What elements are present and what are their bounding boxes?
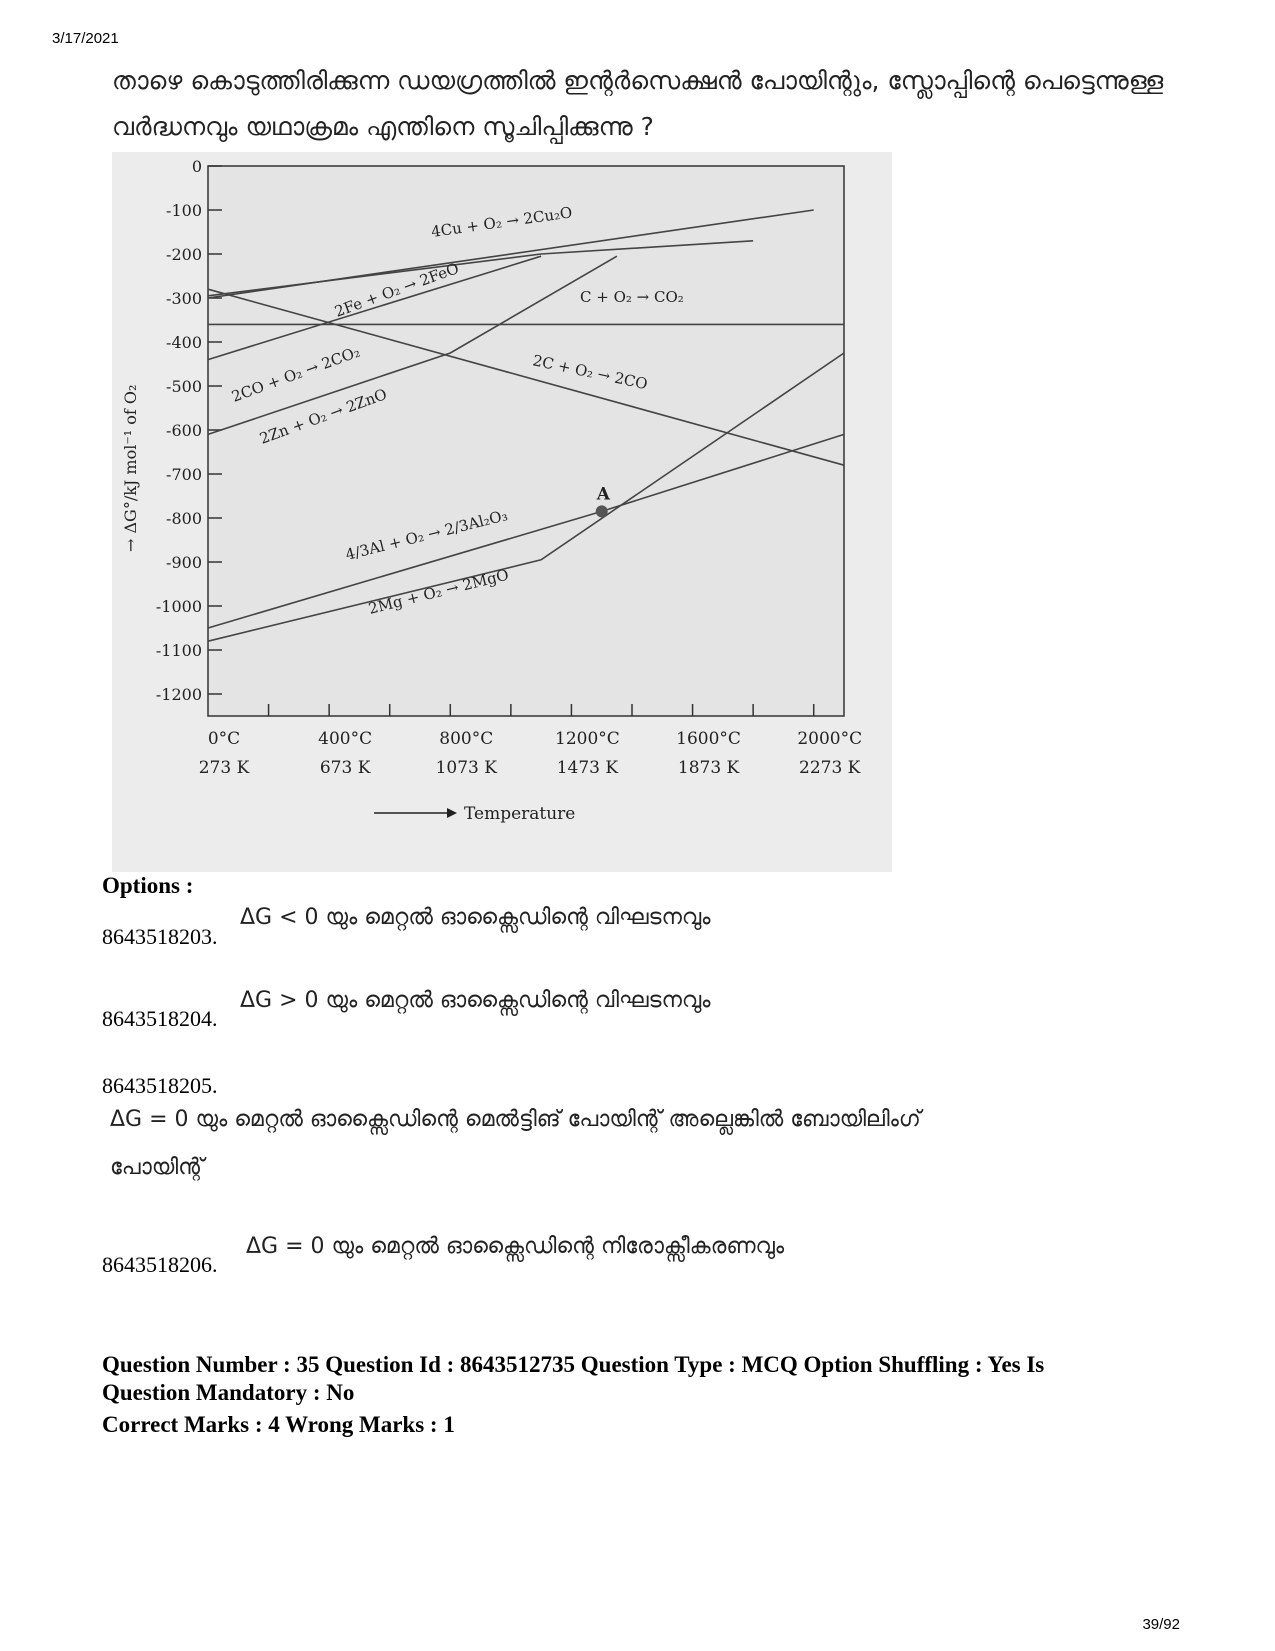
y-tick-label: -500 — [166, 377, 202, 396]
y-tick-label: -1200 — [155, 685, 202, 704]
x-tick-label-celsius: 800°C — [439, 729, 494, 749]
x-axis-label: Temperature — [464, 804, 576, 824]
y-tick-label: -400 — [166, 333, 202, 352]
y-tick-label: -900 — [166, 553, 202, 572]
point-a-marker — [596, 505, 608, 517]
label-al: 4/3Al + O₂ → 2/3Al₂O₃ — [343, 506, 510, 564]
page-number: 39/92 — [1142, 1616, 1180, 1633]
label-zn: 2Zn + O₂ → 2ZnO — [257, 384, 390, 448]
option-1-text: ΔG < 0 യും മെറ്റൽ ഓക്സൈഡിന്റെ വിഘടനവും — [240, 905, 711, 930]
y-tick-label: -300 — [166, 289, 202, 308]
x-tick-label-kelvin: 1073 K — [435, 758, 497, 778]
question-text-line-1: താഴെ കൊടുത്തിരിക്കുന്ന ഡയഗ്രത്തിൽ ഇന്റർസെക്ഷൻ പോയിന്റും, സ്ലോപ്പിന്റെ പെട്ടെന്നുള്ള — [112, 66, 1164, 95]
ellingham-diagram — [112, 152, 892, 872]
label-mg: 2Mg + O₂ → 2MgO — [366, 565, 511, 618]
option-4-id: 8643518206. — [102, 1252, 218, 1277]
x-tick-label-kelvin: 1473 K — [556, 758, 619, 778]
y-tick-label: -200 — [166, 245, 202, 264]
x-arrow-head — [447, 808, 457, 818]
y-tick-label: -1000 — [155, 597, 202, 616]
x-tick-label-kelvin: 1873 K — [677, 758, 740, 778]
y-tick-label: -1100 — [155, 641, 202, 660]
y-tick-label: -600 — [166, 421, 202, 440]
option-3-text: ΔG = 0 യും മെറ്റൽ ഓക്സൈഡിന്റെ മെൽട്ടിങ് പോയിന്റ് അല്ലെങ്കിൽ ബോയിലിംഗ് — [110, 1107, 921, 1132]
x-tick-label-celsius: 1600°C — [676, 729, 741, 749]
option-2-id: 8643518204. — [102, 1006, 218, 1031]
y-tick-label: -700 — [166, 465, 202, 484]
option-4-text: ΔG = 0 യും മെറ്റൽ ഓക്സൈഡിന്റെ നിരോക്സീകരണവും — [246, 1234, 785, 1259]
label-cu: 4Cu + O₂ → 2Cu₂O — [430, 203, 574, 241]
question-marks: Correct Marks : 4 Wrong Marks : 1 — [102, 1412, 455, 1437]
y-tick-label: -100 — [166, 201, 202, 220]
option-3-id: 8643518205. — [102, 1073, 218, 1098]
option-1-id: 8643518203. — [102, 924, 218, 949]
question-meta-line-2: Question Mandatory : No — [102, 1380, 355, 1405]
question-text-line-2: വർദ്ധനവും യഥാക്രമം എന്തിനെ സൂചിപ്പിക്കുന്നു ? — [112, 112, 654, 141]
x-tick-label-kelvin: 273 K — [198, 758, 250, 778]
plot-area — [208, 166, 844, 716]
options-heading: Options : — [102, 873, 194, 898]
chart-svg — [112, 152, 892, 872]
x-tick-label-kelvin: 673 K — [319, 758, 371, 778]
y-tick-label: -800 — [166, 509, 202, 528]
option-2-text: ΔG > 0 യും മെറ്റൽ ഓക്സൈഡിന്റെ വിഘടനവും — [240, 988, 711, 1013]
label-c-co: 2C + O₂ → 2CO — [531, 351, 650, 394]
label-c-co2: C + O₂ → CO₂ — [580, 288, 684, 306]
point-a-label: A — [596, 484, 610, 505]
y-axis-label: → ΔG°/kJ mol⁻¹ of O₂ — [121, 384, 140, 552]
x-tick-label-kelvin: 2273 K — [799, 758, 861, 778]
question-meta-line-1: Question Number : 35 Question Id : 8643512735 Question Type : MCQ Option Shuffling : Yes Is — [102, 1352, 1045, 1377]
label-fe: 2Fe + O₂ → 2FeO — [332, 259, 462, 321]
x-tick-label-celsius: 2000°C — [797, 729, 863, 749]
label-co: 2CO + O₂ → 2CO₂ — [229, 342, 363, 406]
x-tick-label-celsius: 1200°C — [555, 729, 620, 749]
option-3-text-cont: പോയിന്റ് — [110, 1155, 204, 1180]
print-date: 3/17/2021 — [52, 30, 119, 47]
x-tick-label-celsius: 400°C — [318, 729, 373, 749]
x-tick-label-celsius: 0°C — [207, 729, 241, 749]
y-tick-label: 0 — [191, 157, 202, 176]
